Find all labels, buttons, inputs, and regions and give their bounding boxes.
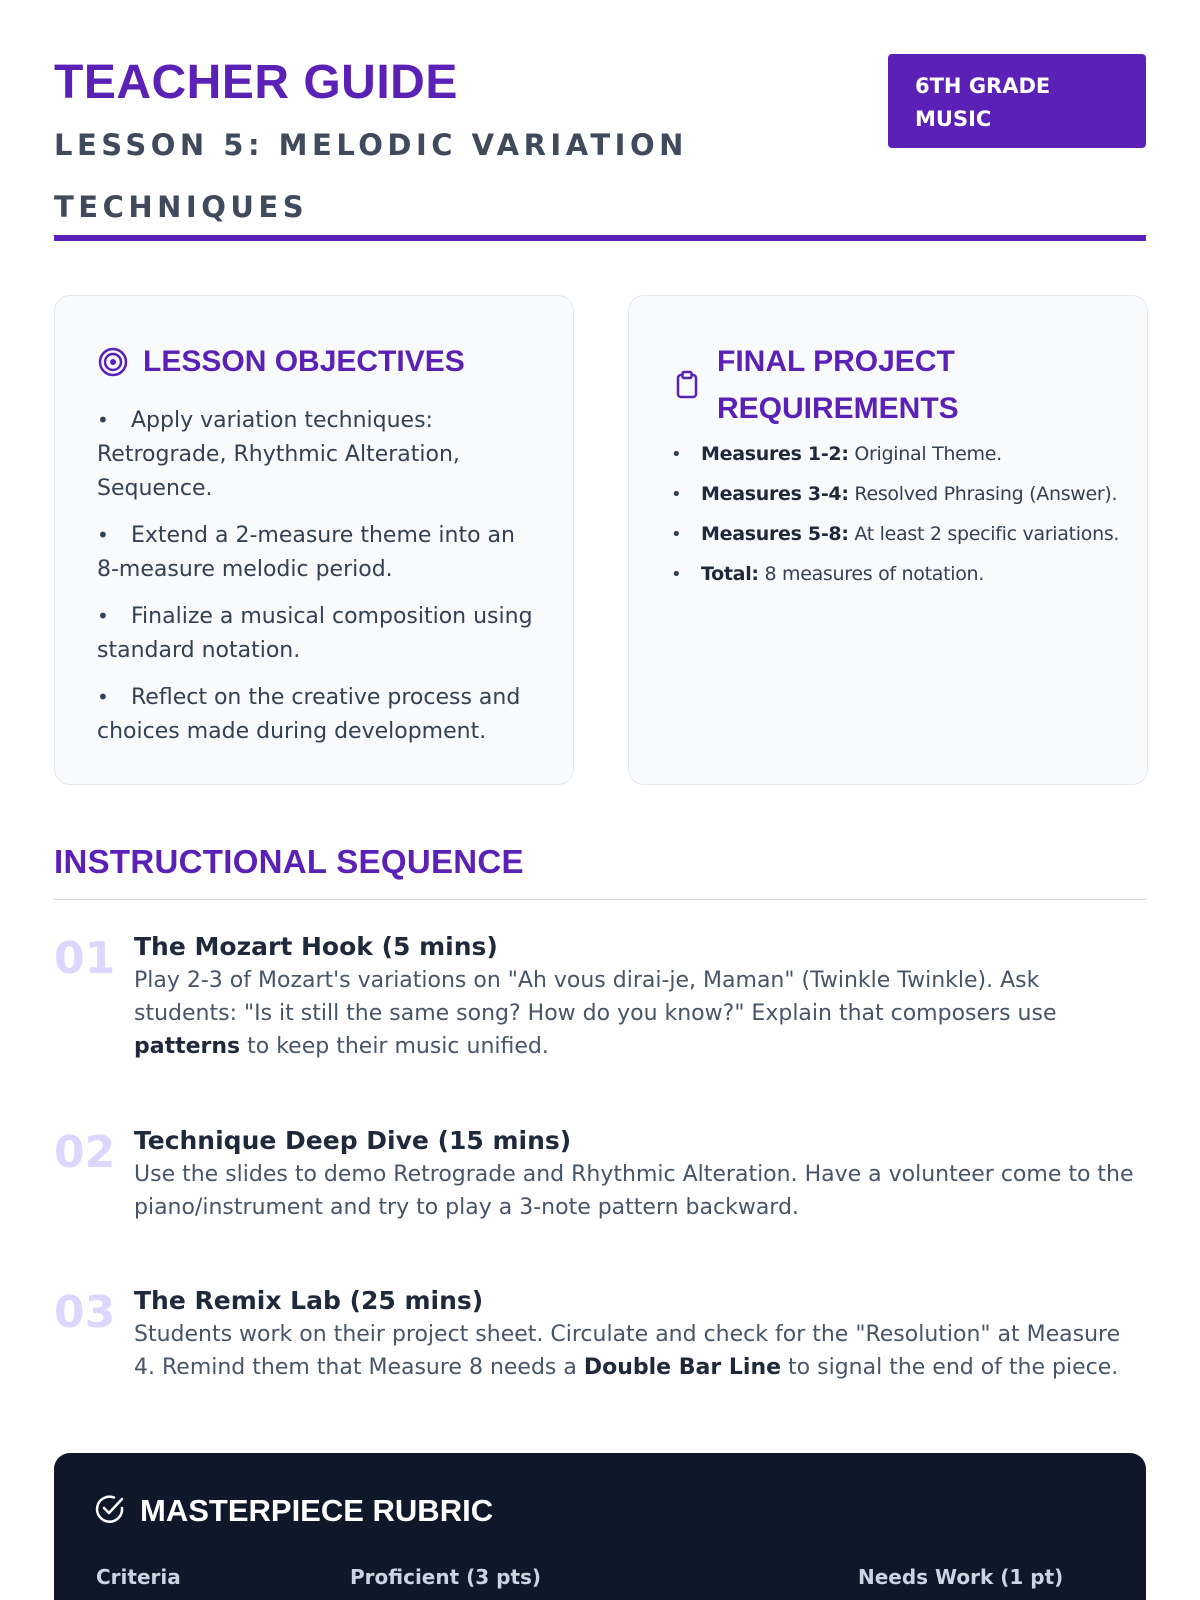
header-divider bbox=[54, 235, 1146, 241]
rubric-column-header: Criteria bbox=[96, 1565, 181, 1589]
rubric-column-header: Needs Work (1 pt) bbox=[858, 1565, 1064, 1589]
target-icon bbox=[97, 346, 129, 378]
step-title: Technique Deep Dive (15 mins) bbox=[134, 1126, 572, 1155]
step-number: 02 bbox=[54, 1127, 116, 1178]
step-description: Students work on their project sheet. Circulate and check for the "Resolution" at Measure 4. Remind them that Measure 8 needs a Double Bar Line to signal the end of the piece. bbox=[134, 1322, 1121, 1380]
step-number: 01 bbox=[54, 933, 116, 984]
rubric-column-header: Proficient (3 pts) bbox=[350, 1565, 542, 1589]
list-item: • Finalize a musical composition using standard notation. bbox=[97, 599, 542, 668]
step-title: The Mozart Hook (5 mins) bbox=[134, 932, 498, 961]
list-item: • Extend a 2-measure theme into an 8-measure melodic period. bbox=[97, 518, 542, 587]
lesson-subtitle: LESSON 5: MELODIC VARIATION TECHNIQUES bbox=[54, 128, 688, 224]
list-item: • Total: 8 measures of notation. bbox=[671, 561, 1116, 588]
list-item: • Measures 3-4: Resolved Phrasing (Answer). bbox=[671, 481, 1116, 508]
list-item: • Reflect on the creative process and choices made during development. bbox=[97, 680, 542, 749]
clipboard-icon bbox=[671, 369, 703, 401]
list-item: • Measures 1-2: Original Theme. bbox=[671, 441, 1116, 468]
sequence-title: INSTRUCTIONAL SEQUENCE bbox=[54, 843, 524, 880]
objectives-list bbox=[97, 403, 542, 761]
list-item: • Measures 5-8: At least 2 specific variations. bbox=[671, 521, 1116, 548]
step-title: The Remix Lab (25 mins) bbox=[134, 1286, 484, 1315]
step-description: Play 2-3 of Mozart's variations on "Ah vous dirai-je, Maman" (Twinkle Twinkle). Ask students: "Is it still the same song? How do you know?" Explain that composers use patterns to keep their music unified. bbox=[134, 968, 1057, 1059]
step-description: Use the slides to demo Retrograde and Rhythmic Alteration. Have a volunteer come to the piano/instrument and try to play a 3-note pattern backward. bbox=[134, 1162, 1134, 1220]
requirements-card bbox=[628, 295, 1148, 785]
rubric-panel bbox=[54, 1453, 1146, 1600]
sequence-divider bbox=[54, 899, 1146, 900]
list-item: • Apply variation techniques: Retrograde, Rhythmic Alteration, Sequence. bbox=[97, 403, 542, 506]
page-title: TEACHER GUIDE bbox=[54, 56, 458, 109]
page-header bbox=[54, 52, 1146, 242]
grade-badge: 6TH GRADE MUSIC bbox=[888, 54, 1146, 148]
step-number: 03 bbox=[54, 1287, 116, 1338]
objectives-card bbox=[54, 295, 574, 785]
requirements-title: FINAL PROJECT REQUIREMENTS bbox=[717, 345, 959, 425]
rubric-title: MASTERPIECE RUBRIC bbox=[140, 1493, 494, 1528]
objectives-title: LESSON OBJECTIVES bbox=[143, 345, 465, 378]
requirements-list bbox=[671, 441, 1120, 601]
check-circle-icon bbox=[94, 1493, 126, 1529]
